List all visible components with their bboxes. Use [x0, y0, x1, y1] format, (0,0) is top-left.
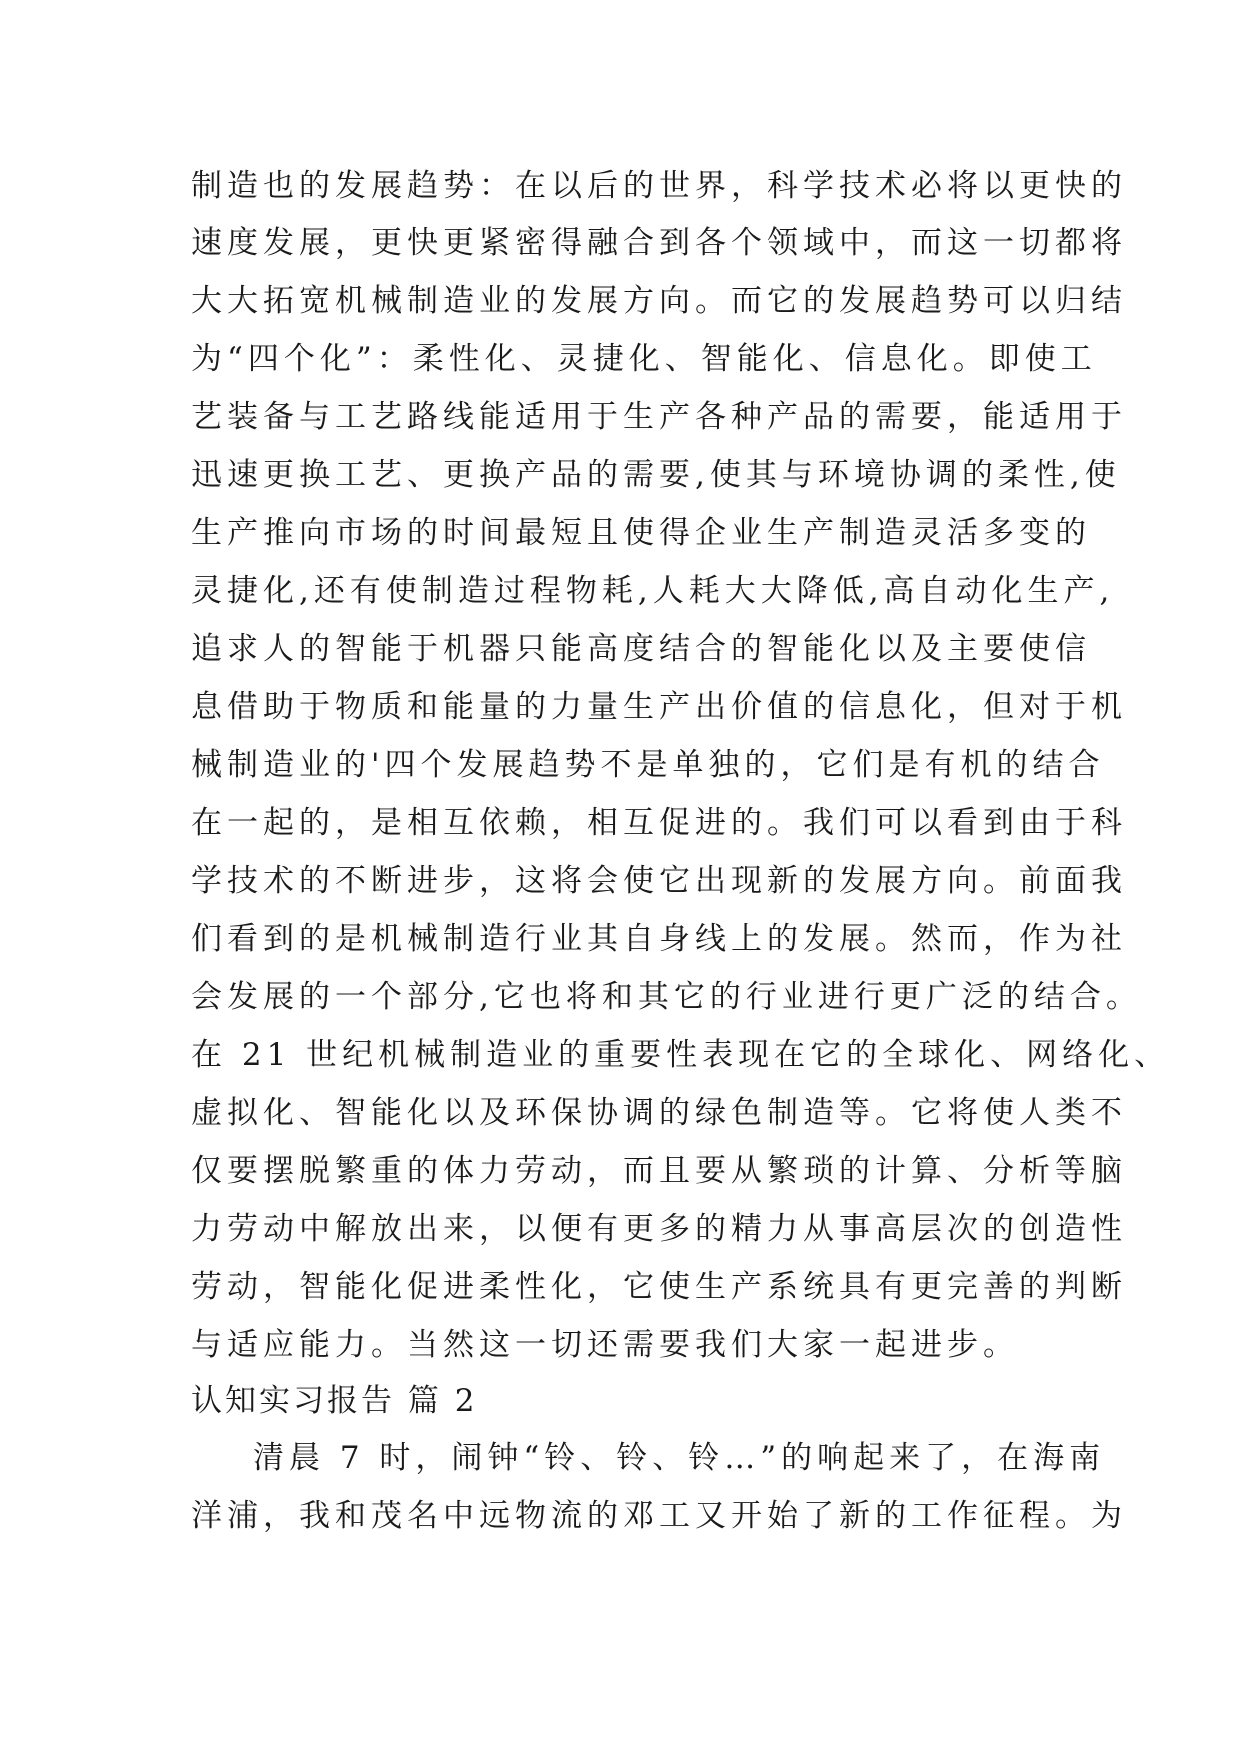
text-line: 洋浦，我和茂名中远物流的邓工又开始了新的工作征程。为 — [191, 1498, 1127, 1534]
text-line: 大大拓宽机械制造业的发展方向。而它的发展趋势可以归结 — [191, 283, 1127, 319]
text-line: 劳动，智能化促进柔性化，它使生产系统具有更完善的判断 — [191, 1269, 1127, 1305]
text-line: 息借助于物质和能量的力量生产出价值的信息化，但对于机 — [191, 689, 1127, 725]
text-line: 会发展的一个部分,它也将和其它的行业进行更广泛的结合。 — [191, 979, 1142, 1015]
text-line: 学技术的不断进步，这将会使它出现新的发展方向。前面我 — [191, 863, 1127, 899]
text-line: 仅要摆脱繁重的体力劳动，而且要从繁琐的计算、分析等脑 — [191, 1153, 1127, 1189]
text-line: 灵捷化,还有使制造过程物耗,人耗大大降低,高自动化生产, — [191, 573, 1115, 609]
text-line: 虚拟化、智能化以及环保协调的绿色制造等。它将使人类不 — [191, 1095, 1127, 1131]
text-line: 艺装备与工艺路线能适用于生产各种产品的需要，能适用于 — [191, 399, 1127, 435]
text-line: 在 21 世纪机械制造业的重要性表现在它的全球化、网络化、 — [191, 1037, 1171, 1073]
text-line: 械制造业的'四个发展趋势不是单独的，它们是有机的结合 — [191, 747, 1105, 783]
text-line: 与适应能力。当然这一切还需要我们大家一起进步。 — [191, 1327, 1019, 1363]
text-line: 制造也的发展趋势：在以后的世界，科学技术必将以更快的 — [191, 168, 1127, 204]
text-line: 们看到的是机械制造行业其自身线上的发展。然而，作为社 — [191, 921, 1127, 957]
text-line: 生产推向市场的时间最短且使得企业生产制造灵活多变的 — [191, 515, 1091, 551]
text-line: 迅速更换工艺、更换产品的需要,使其与环境协调的柔性,使 — [191, 457, 1121, 493]
section-heading: 认知实习报告 篇 2 — [191, 1383, 478, 1419]
paragraph-first-line: 清晨 7 时，闹钟“铃、铃、铃…”的响起来了，在海南 — [253, 1440, 1106, 1476]
text-line: 为“四个化”：柔性化、灵捷化、智能化、信息化。即使工 — [191, 341, 1097, 377]
text-line: 追求人的智能于机器只能高度结合的智能化以及主要使信 — [191, 631, 1091, 667]
text-line: 在一起的，是相互依赖，相互促进的。我们可以看到由于科 — [191, 805, 1127, 841]
text-line: 速度发展，更快更紧密得融合到各个领域中，而这一切都将 — [191, 225, 1127, 261]
text-line: 力劳动中解放出来，以便有更多的精力从事高层次的创造性 — [191, 1211, 1127, 1247]
